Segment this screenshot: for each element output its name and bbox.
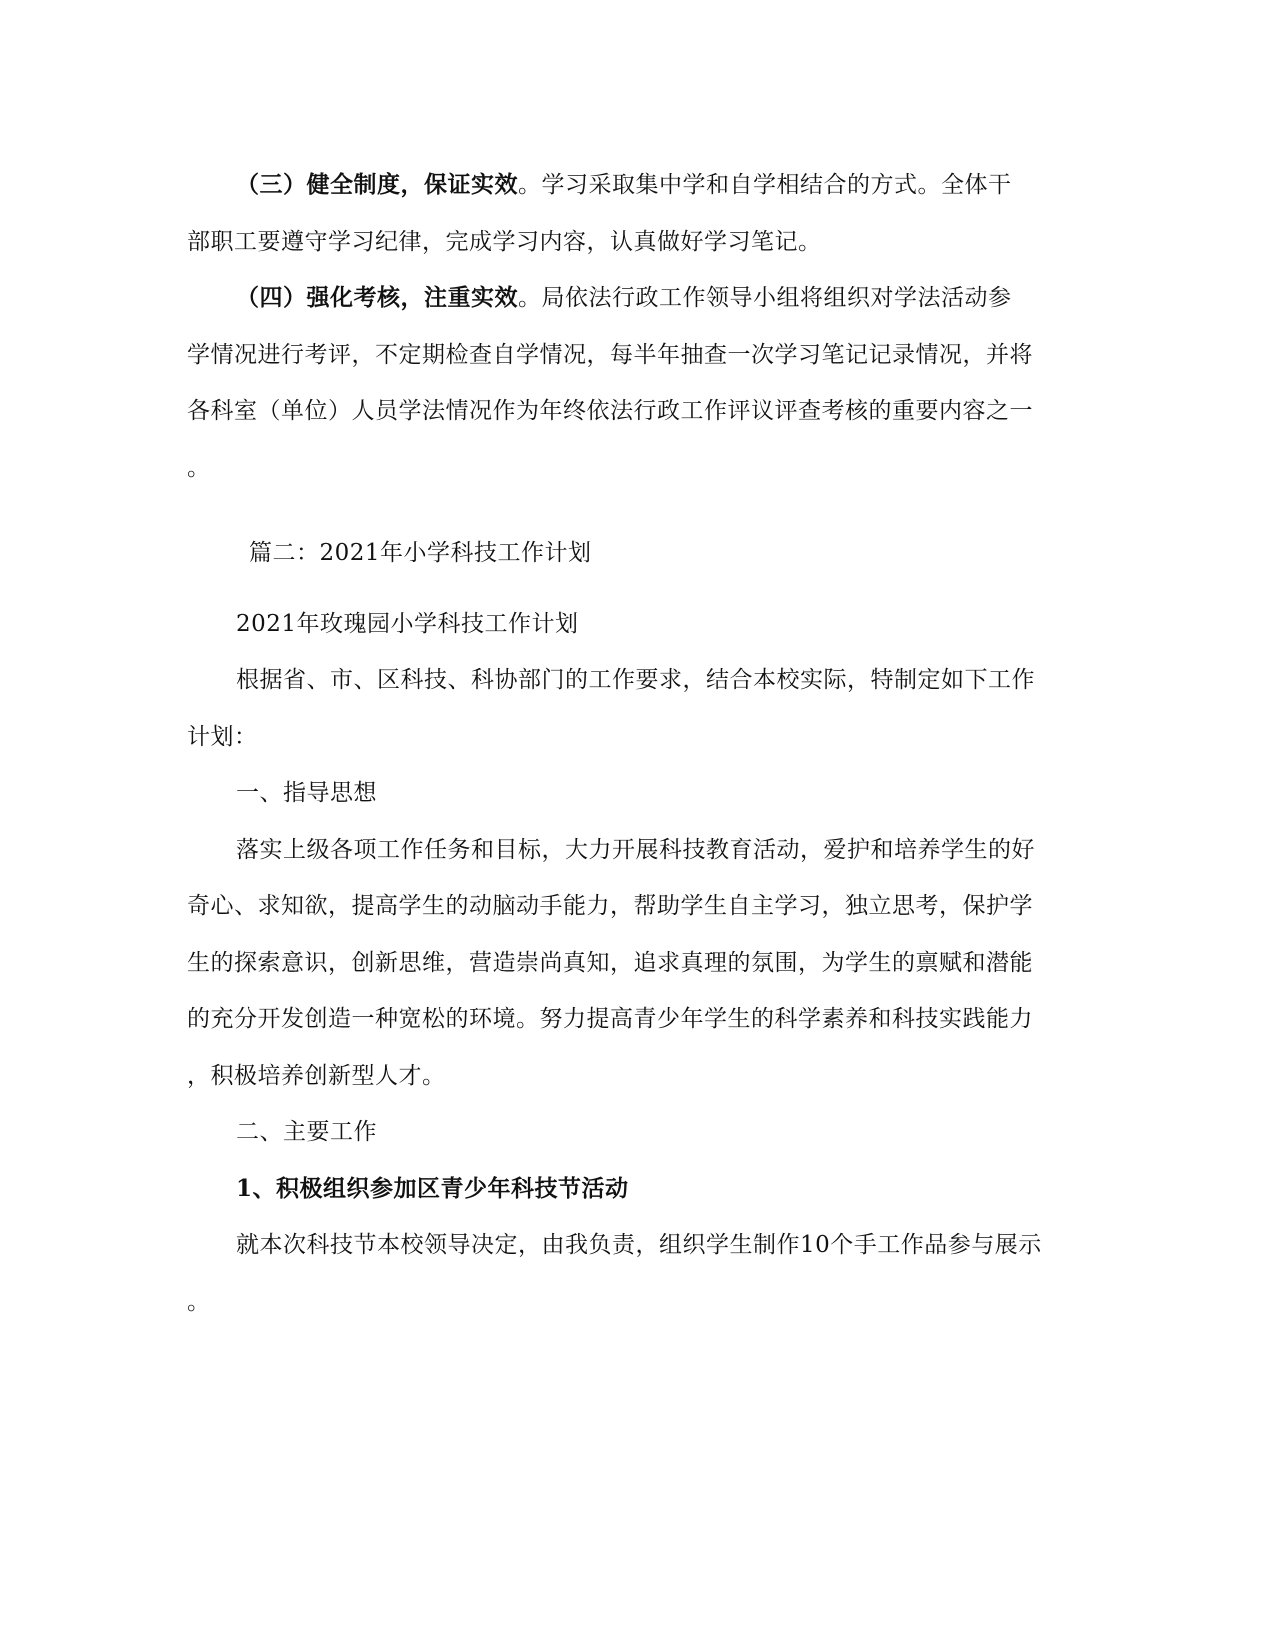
paragraph-4-line-1 xyxy=(236,283,1012,313)
paragraph-3-line-2: 部职工要遵守学习纪律，完成学习内容，认真做好学习笔记。 xyxy=(187,229,822,255)
paragraph-4-heading: （四）强化考核，注重实效 xyxy=(236,284,518,311)
guide-line-5: ，积极培养创新型人才。 xyxy=(187,1063,446,1089)
paragraph-3-heading: （三）健全制度，保证实效 xyxy=(236,171,518,198)
item-1-line-1: 就本次科技节本校领导决定，由我负责，组织学生制作10个手工作品参与展示 xyxy=(236,1232,1042,1258)
plan-title: 2021年玫瑰园小学科技工作计划 xyxy=(236,611,579,637)
intro-line-1: 根据省、市、区科技、科协部门的工作要求，结合本校实际，特制定如下工作 xyxy=(236,667,1035,693)
paragraph-4-text: 。局依法行政工作领导小组将组织对学法活动参 xyxy=(518,285,1012,311)
guide-line-3: 生的探索意识，创新思维，营造崇尚真知，追求真理的氛围，为学生的禀赋和潜能 xyxy=(187,950,1033,976)
paragraph-3-text: 。学习采取集中学和自学相结合的方式。全体干 xyxy=(518,172,1012,198)
guide-line-1: 落实上级各项工作任务和目标，大力开展科技教育活动，爱护和培养学生的好 xyxy=(236,837,1035,863)
intro-line-2: 计划： xyxy=(187,724,258,750)
paragraph-4-line-2: 学情况进行考评，不定期检查自学情况，每半年抽查一次学习笔记记录情况，并将 xyxy=(187,342,1033,368)
paragraph-4-line-4: 。 xyxy=(187,455,211,481)
guide-line-4: 的充分开发创造一种宽松的环境。努力提高青少年学生的科学素养和科技实践能力 xyxy=(187,1006,1033,1032)
paragraph-4-line-3: 各科室（单位）人员学法情况作为年终依法行政工作评议评查考核的重要内容之一 xyxy=(187,398,1033,424)
paragraph-3-line-1 xyxy=(236,170,1012,200)
guide-line-2: 奇心、求知欲，提高学生的动脑动手能力，帮助学生自主学习，独立思考，保护学 xyxy=(187,893,1033,919)
section-title: 篇二：2021年小学科技工作计划 xyxy=(249,540,592,566)
heading-main-work: 二、主要工作 xyxy=(236,1119,377,1145)
heading-guiding-thought: 一、指导思想 xyxy=(236,780,377,806)
item-1-line-2: 。 xyxy=(187,1289,211,1315)
item-1-title: 1、积极组织参加区青少年科技节活动 xyxy=(236,1175,629,1202)
